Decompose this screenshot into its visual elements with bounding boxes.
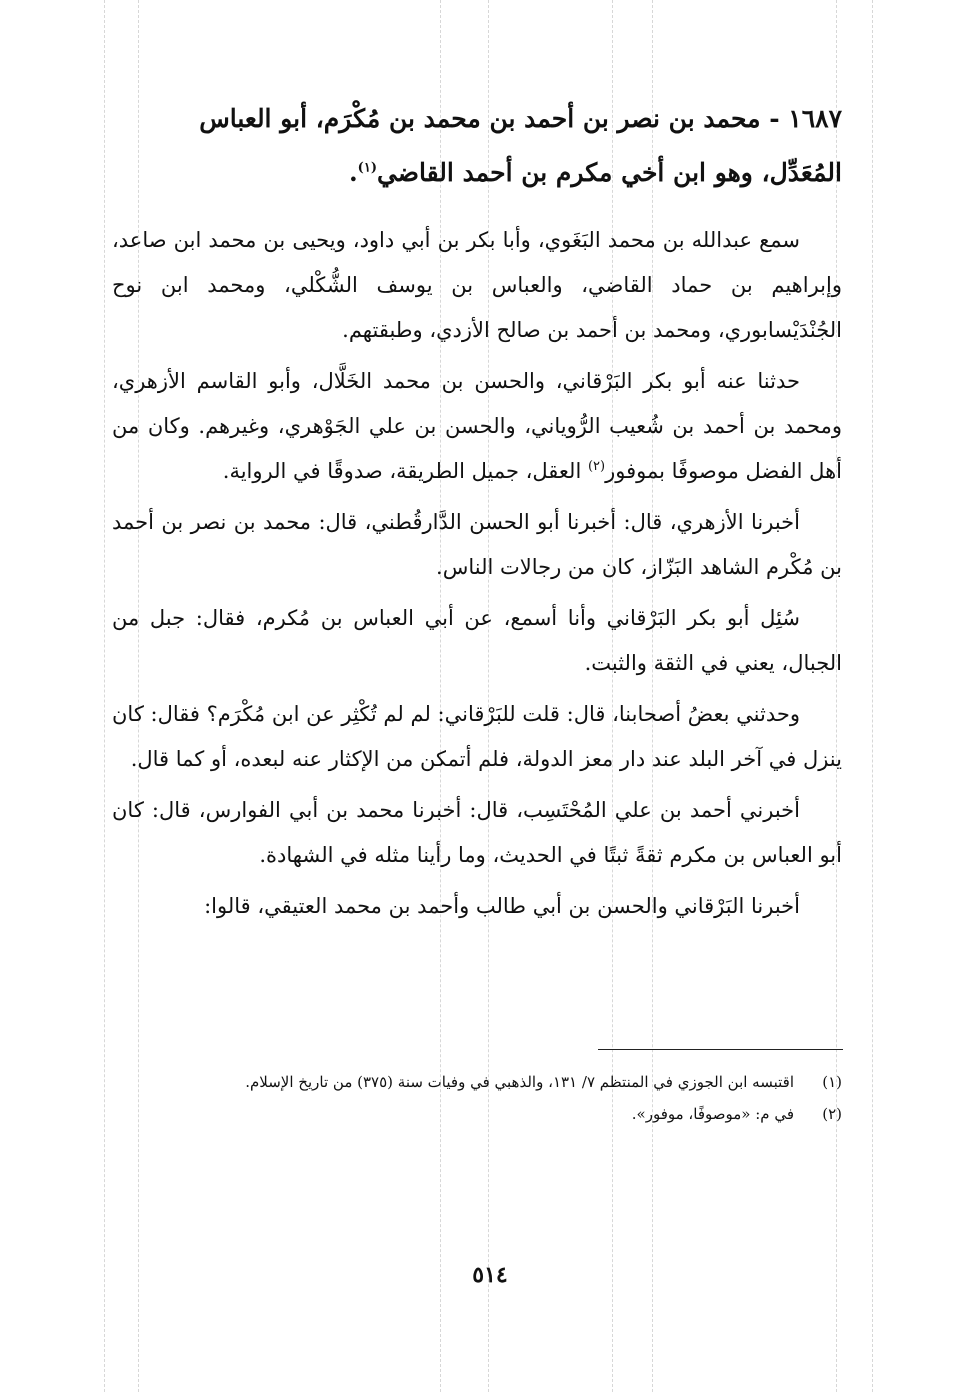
footnote-divider: [598, 1049, 843, 1050]
main-text: [112, 92, 842, 935]
paragraph-final: أخبرنا البَرْقاني والحسن بن أبي طالب وأحمد بن محمد العتيقي، قالوا:: [204, 894, 800, 918]
heading-end-dot: .: [348, 158, 358, 187]
footnote-text: في م: «موصوفًا، موفور».: [631, 1105, 794, 1123]
page-number: ٥١٤: [472, 1262, 508, 1288]
paragraph-students-text-after: العقل، جميل الطريقة، صدوقًا في الرواية.: [222, 459, 588, 483]
entry-heading: [112, 92, 842, 200]
entry-dash: -: [760, 104, 789, 133]
paragraph-daraqutni: أخبرنا الأزهري، قال: أخبرنا أبو الحسن الدَّارقُطني، قال: محمد بن نصر بن أحمد بن مُكْرم الشاهد البَزّاز، كان من رجالات الناس.: [112, 510, 842, 579]
footnote-number: (١): [822, 1073, 842, 1091]
footnote-item: [112, 1098, 842, 1130]
footnote-ref-2[interactable]: (٢): [587, 459, 606, 474]
entry-number: ١٦٨٧: [788, 104, 842, 133]
paragraph-muhtasib: أخبرني أحمد بن علي المُحْتَسِب، قال: أخبرنا محمد بن أبي الفوارس، قال: كان أبو العباس بن مكرم ثقةً ثبتًا في الحديث، وما رأينا مثله في الشهادة.: [112, 798, 842, 867]
footnotes: [112, 1066, 842, 1130]
footnote-item: [112, 1066, 842, 1098]
footnote-number: (٢): [822, 1105, 842, 1123]
paragraph-barqani-question: سُئِل أبو بكر البَرْقاني وأنا أسمع، عن أبي العباس بن مُكرم، فقال: جبل من الجبال، يعني في الثقة والثبت.: [112, 606, 842, 675]
footnote-text: اقتبسه ابن الجوزي في المنتظم ٧/ ١٣١، والذهبي في وفيات سنة (٣٧٥) من تاريخ الإسلام.: [245, 1073, 794, 1091]
paragraph-teachers: سمع عبدالله بن محمد البَغَوي، وأبا بكر بن أبي داود، ويحيى بن محمد ابن صاعد، وإبراهيم بن حماد القاضي، والعباس بن يوسف الشُّكْلي، ومحمد ابن نوح الجُنْدَيْسابوري، ومحمد بن أحمد بن صالح الأزدي، وطبقتهم.: [112, 228, 842, 342]
scan-guide-line: [872, 0, 873, 1392]
paragraph-students-text-before: حدثنا عنه أبو بكر البَرْقاني، والحسن بن محمد الخَلَّال، وأبو القاسم الأزهري، ومحمد بن أحمد بن شُعيب الرُّوياني، والحسن بن علي الجَوْهري، وغيرهم. وكان من أهل الفضل موصوفًا بموفور: [112, 369, 842, 483]
footnote-ref-1[interactable]: (١): [357, 160, 377, 176]
paragraph-companion-report: وحدثني بعضُ أصحابنا، قال: قلت للبَرْقاني: لم لم تُكْثِر عن ابن مُكْرَم؟ فقال: كان ينزل في آخر البلد عند دار معز الدولة، فلم أتمكن من الإكثار عنه لبعده، أو كما قال.: [112, 702, 842, 771]
paragraph-students: [112, 359, 842, 494]
entry-heading-line1: محمد بن نصر بن أحمد بن محمد بن مُكْرَم، أبو العباس: [199, 104, 761, 133]
entry-heading-line2: المُعَدِّل، وهو ابن أخي مكرم بن أحمد القاضي: [376, 158, 842, 187]
scan-guide-line: [104, 0, 105, 1392]
